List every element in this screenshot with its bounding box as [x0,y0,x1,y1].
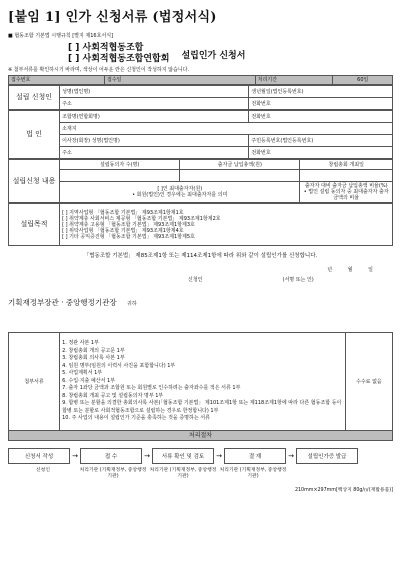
actor-3: 처리기관 (기획재정부, 중앙행정기관) [149,468,217,479]
main-investor-note: • 회원(법인)인 경우에는 최대출자자를 의미 [132,192,228,198]
attachment-2: 2. 창립총회 개의 공고문 1부 [62,347,125,354]
director-regno-field[interactable]: 주민등록번호(법인등록번호) [249,135,393,147]
attachment-1: 1. 정관 사본 1부 [62,340,99,347]
process-actors [8,468,393,480]
form-options [68,43,169,65]
applicant-section: 설립 신청인 [9,86,60,110]
director-name-field[interactable]: 이사장(회장) 성명(법인명) [60,135,249,147]
founders-header: 설립동의자 수(명) [60,160,180,170]
month-label: 월 [347,267,353,273]
option-coop-label: 사회적협동조합 [82,43,144,53]
main-investor-cell[interactable] [60,182,300,203]
actor-4: 처리기관 (기획재정부, 중앙행정기관) [219,468,287,479]
process-title: 처리절차 [8,431,393,441]
purpose-option-2[interactable]: [ ] 취약계층 사회서비스 제공형 「협동조합 기본법」 제93조제1항제2호 [62,215,221,222]
ratio-label: 출자자 대비 출자금 납입총액 비율(%) [304,183,388,189]
corp-section: 법 인 [9,111,60,159]
purpose-option-3[interactable]: [ ] 취약계층 고용형 「협동조합 기본법」 제93조제1항제3호 [62,221,195,228]
attachment-5: 5. 사업계획서 1부 [62,370,103,377]
attachment-6: 6. 수입·지출 예산서 1부 [62,377,116,384]
attachments-label: 첨부서류 [9,333,60,431]
corp-location-field[interactable]: 소재지 [60,123,393,135]
option-federation[interactable]: [ ] 사회적협동조합연합회 [68,54,170,64]
date-line [8,266,393,273]
actor-2: 처리기관 (기획재정부, 중앙행정기관) [79,468,147,479]
founders-value[interactable] [60,170,180,182]
form-title: 설립인가 신청서 [181,50,246,61]
form-note: ※ 첨부서류를 확인하시기 바라며, 색상이 어두운 란은 신청인이 작성하지 않습니다. [8,67,190,73]
director-address-field[interactable]: 주소 [60,147,249,159]
recipient-line [8,297,393,308]
content-table [8,159,393,203]
attachment-10: 10. 주 사업의 내용이 설립인가 기준을 충족하는 것을 증명하는 서류 [62,415,210,422]
rule-ref: ■ 협동조합 기본법 시행규칙 [별지 제16호서식] [8,33,114,39]
footer: 210mm×297mm[백상지 80g/㎡(재활용품)] [294,488,393,493]
content-section: 설립신청 내용 [9,160,60,203]
attachments-list [60,333,346,431]
purpose-options [60,204,393,246]
recipient-name: 기획재정부장관 · 중앙행정기관장 [8,298,117,307]
year-label: 년 [327,267,333,273]
applicant-address-field[interactable]: 주소 [60,98,249,110]
applicant-birth-field[interactable]: 생년월일(법인등록번호) [249,86,393,98]
process-step-4: 결 재 [224,448,286,464]
purpose-option-5[interactable]: [ ] 기타 공익증진형 「협동조합 기본법」 제93조제1항제5호 [62,233,195,240]
form-page [8,6,393,493]
purpose-table [8,203,393,246]
flow-arrow-icon: → [144,452,150,460]
signature-field[interactable]: (서명 또는 인) [282,277,314,283]
receipt-no-cell: 접수번호 [9,76,105,85]
option-coop[interactable]: [ ] 사회적협동조합 [68,43,144,53]
attachment-8: 8. 창립총회 개최 공고 및 설립동의자 명부 1부 [62,392,164,399]
capital-value[interactable] [180,170,300,182]
process-step-2: 접 수 [80,448,142,464]
flow-arrow-icon: → [288,452,294,460]
process-step-5: 설립인가증 발급 [296,448,358,464]
receipt-table [8,75,393,85]
signer-label: 신청인 [188,277,203,283]
process-step-1: 신청서 작성 [8,448,70,464]
applicant-name-field[interactable]: 성명(법인명) [60,86,249,98]
corp-name-field[interactable]: 조합명(연합회명) [60,111,249,123]
signer-line [8,276,393,283]
corp-phone-field[interactable]: 전화번호 [249,111,393,123]
purpose-option-4[interactable]: [ ] 위탁사업형 「협동조합 기본법」 제93조제1항제4호 [62,227,184,234]
ratio-note: • 법인 설립 동의자 중 최대출자자 출자금액의 비율 [303,189,389,201]
applicant-phone-field[interactable]: 전화번호 [249,98,393,110]
doc-title: [붙임 1] 인가 신청서류 (법정서식) [8,10,217,25]
actor-1: 신청인 [36,468,50,473]
ratio-cell[interactable] [300,182,393,203]
attachment-3: 3. 창립총회 의사록 사본 1부 [62,355,125,362]
director-phone-field[interactable]: 전화번호 [249,147,393,159]
flow-arrow-icon: → [72,452,78,460]
form-header [8,43,393,65]
statement-text: 「협동조합 기본법」 제85조제1항 또는 제114조제1항에 따라 위와 같이 설립인가를 신청합니다. [83,253,318,259]
applicant-table [8,85,393,110]
attachment-4: 4. 임원 명부(임원의 이력서 사진을 포함합니다) 1부 [62,362,176,369]
main-investor-label: [ ]인 최대출자자(원) [157,186,203,192]
receipt-date-cell: 접수일 [105,76,256,85]
option-federation-label: 사회적협동조합연합회 [82,54,170,64]
capital-header: 출자금 납입총액(원) [180,160,300,170]
corp-table [8,110,393,159]
meeting-header: 창립총회 개최일 [300,160,393,170]
attachment-9: 9. 합병 또는 분할을 의결한 총회의사록 사본(「협동조합 기본법」 제101조제1항 또는 제118조제1항에 따라 다른 협동조합 등이 합병 또는 분할로 사회적협동조합으로 설립하는 경우로 한정합니다) 1부 [62,400,342,414]
attachments-table [8,332,393,431]
process-step-3: 서류 확인 및 검토 [152,448,214,464]
processing-days-cell: 60일 [333,76,393,85]
meeting-value[interactable] [300,170,393,182]
attachment-7: 7. 출자 1좌당 금액과 조합원 또는 회원별로 인수하려는 출자좌수를 적은 서류 1부 [62,385,241,392]
day-label: 일 [368,267,373,273]
processing-cell: 처리기간 [255,76,333,85]
purpose-option-1[interactable]: [ ] 지역사업형 「협동조합 기본법」 제93조제1항제1호 [62,209,184,216]
purpose-section: 설립목적 [9,204,60,246]
flow-arrow-icon: → [216,452,222,460]
process-flow [8,448,393,464]
recipient-suffix: 귀하 [126,301,137,307]
fee-cell: 수수료 없음 [345,333,392,431]
